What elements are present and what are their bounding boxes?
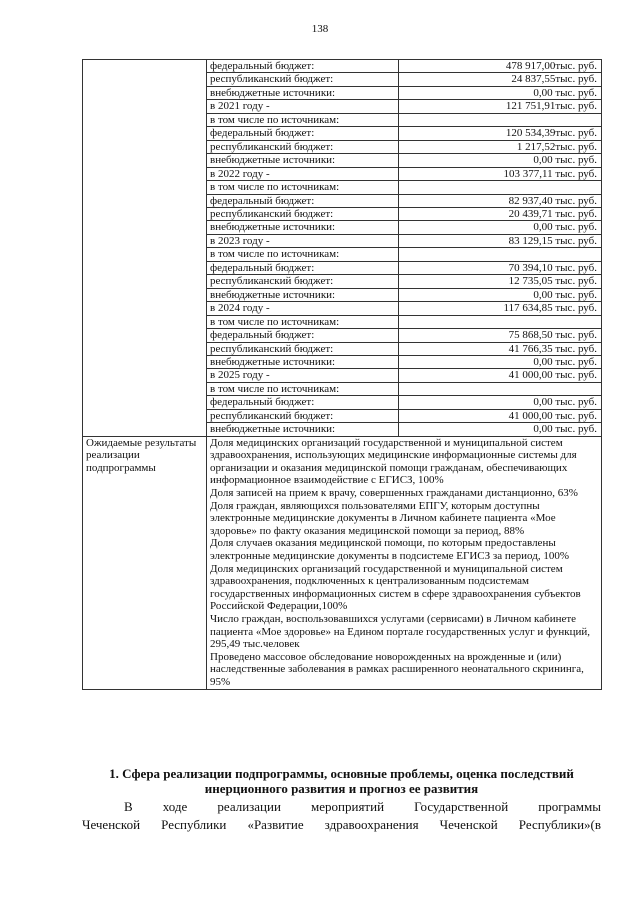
funding-row-label: внебюджетные источники: bbox=[207, 86, 399, 99]
funding-row-value: 41 000,00 тыс. руб. bbox=[399, 369, 602, 382]
funding-row-value: 1 217,52тыс. руб. bbox=[399, 140, 602, 153]
body-paragraph-line-2: Чеченской Республики «Развитие здравоохранения Чеченской Республики»(в bbox=[82, 817, 601, 832]
funding-row-value bbox=[399, 248, 602, 261]
funding-row-label: федеральный бюджет: bbox=[207, 127, 399, 140]
funding-row-value bbox=[399, 315, 602, 328]
funding-row-label: внебюджетные источники: bbox=[207, 154, 399, 167]
funding-row-value: 82 937,40 тыс. руб. bbox=[399, 194, 602, 207]
funding-row-value: 0,00 тыс. руб. bbox=[399, 288, 602, 301]
funding-row-label: в 2023 году - bbox=[207, 234, 399, 247]
subprogram-passport-table bbox=[82, 59, 602, 690]
funding-row-label: республиканский бюджет: bbox=[207, 140, 399, 153]
expected-results-label: Ожидаемые результаты реализации подпрограммы bbox=[83, 436, 207, 689]
funding-row-value: 41 000,00 тыс. руб. bbox=[399, 409, 602, 422]
funding-row-label: в том числе по источникам: bbox=[207, 113, 399, 126]
funding-row-label: внебюджетные источники: bbox=[207, 221, 399, 234]
funding-row-label: в том числе по источникам: bbox=[207, 382, 399, 395]
funding-row-label: в 2025 году - bbox=[207, 369, 399, 382]
funding-row-value: 0,00 тыс. руб. bbox=[399, 86, 602, 99]
funding-row-value: 12 735,05 тыс. руб. bbox=[399, 275, 602, 288]
funding-row-label: федеральный бюджет: bbox=[207, 60, 399, 73]
funding-row-label: республиканский бюджет: bbox=[207, 409, 399, 422]
result-item: Доля медицинских организаций государственной и муниципальной систем здравоохранения, подключенных к централизованным подсистемам государственных информационных систем в сфере здравоохранения субъектов Российской Федерации,100% bbox=[210, 562, 581, 613]
funding-row-label: республиканский бюджет: bbox=[207, 73, 399, 86]
result-item: Доля медицинских организаций государственной и муниципальной систем здравоохранения, использующих медицинские информационные системы для организации и оказания медицинской помощи гражданам, обеспечивающих информационное взаимодействие с ЕГИСЗ, 100% bbox=[210, 436, 577, 487]
funding-row-label: федеральный бюджет: bbox=[207, 396, 399, 409]
funding-row-label: в том числе по источникам: bbox=[207, 315, 399, 328]
funding-row-value: 83 129,15 тыс. руб. bbox=[399, 234, 602, 247]
funding-row-value bbox=[399, 181, 602, 194]
funding-row-label: внебюджетные источники: bbox=[207, 423, 399, 436]
funding-row-label: федеральный бюджет: bbox=[207, 194, 399, 207]
funding-row-value: 0,00 тыс. руб. bbox=[399, 423, 602, 436]
funding-row-label: федеральный бюджет: bbox=[207, 329, 399, 342]
funding-row-value: 41 766,35 тыс. руб. bbox=[399, 342, 602, 355]
funding-row-label: внебюджетные источники: bbox=[207, 355, 399, 368]
funding-row-value: 120 534,39тыс. руб. bbox=[399, 127, 602, 140]
result-item: Число граждан, воспользовавшихся услугами (сервисами) в Личном кабинете пациента «Мое здоровье» на Едином портале государственных услуг и функций, 295,49 тыс.человек bbox=[210, 613, 591, 651]
funding-row-value: 20 439,71 тыс. руб. bbox=[399, 207, 602, 220]
funding-row-value bbox=[399, 382, 602, 395]
funding-row-value: 0,00 тыс. руб. bbox=[399, 221, 602, 234]
funding-row-value: 75 868,50 тыс. руб. bbox=[399, 329, 602, 342]
funding-row-value: 70 394,10 тыс. руб. bbox=[399, 261, 602, 274]
result-item: Доля случаев оказания медицинской помощи, по которым предоставлены электронные медицинские документы в подсистеме ЕГИСЗ за период, 100% bbox=[210, 537, 569, 563]
section-heading: 1. Сфера реализации подпрограммы, основные проблемы, оценка последствий инерционного развития и прогноз ее развития bbox=[109, 766, 574, 796]
funding-row-value: 121 751,91тыс. руб. bbox=[399, 100, 602, 113]
funding-row-label: в 2021 году - bbox=[207, 100, 399, 113]
funding-row-value: 103 377,11 тыс. руб. bbox=[399, 167, 602, 180]
result-item: Доля граждан, являющихся пользователями ЕПГУ, которым доступны электронные медицинские документы в Личном кабинете пациента «Мое здоровье» по факту оказания медицинской помощи за период, 88% bbox=[210, 499, 556, 537]
funding-rows bbox=[83, 60, 602, 437]
funding-row-label: внебюджетные источники: bbox=[207, 288, 399, 301]
funding-row-label: в 2022 году - bbox=[207, 167, 399, 180]
funding-row-value: 0,00 тыс. руб. bbox=[399, 154, 602, 167]
funding-row-label: в 2024 году - bbox=[207, 302, 399, 315]
funding-row-value: 24 837,55тыс. руб. bbox=[399, 73, 602, 86]
funding-row-value: 478 917,00тыс. руб. bbox=[399, 60, 602, 73]
result-item: Проведено массовое обследование новорожденных на врожденные и (или) наследственные заболевания в рамках расширенного неонатального скрининга, 95% bbox=[210, 650, 584, 688]
funding-row-value: 0,00 тыс. руб. bbox=[399, 396, 602, 409]
funding-row-value bbox=[399, 113, 602, 126]
funding-row-label: в том числе по источникам: bbox=[207, 181, 399, 194]
funding-row-label: федеральный бюджет: bbox=[207, 261, 399, 274]
funding-row bbox=[83, 60, 602, 73]
page-number: 138 bbox=[311, 23, 329, 35]
funding-row-label: республиканский бюджет: bbox=[207, 275, 399, 288]
funding-row-label: республиканский бюджет: bbox=[207, 342, 399, 355]
funding-row-value: 117 634,85 тыс. руб. bbox=[399, 302, 602, 315]
funding-row-value: 0,00 тыс. руб. bbox=[399, 355, 602, 368]
funding-row-label: в том числе по источникам: bbox=[207, 248, 399, 261]
funding-label-cell bbox=[83, 60, 207, 437]
body-paragraph-line-1: В ходе реализации мероприятий Государственной программы bbox=[124, 799, 601, 814]
expected-results-cell bbox=[207, 436, 602, 689]
expected-results-row bbox=[83, 436, 602, 689]
funding-row-label: республиканский бюджет: bbox=[207, 207, 399, 220]
result-item: Доля записей на прием к врачу, совершенных гражданами дистанционно, 63% bbox=[210, 487, 578, 500]
